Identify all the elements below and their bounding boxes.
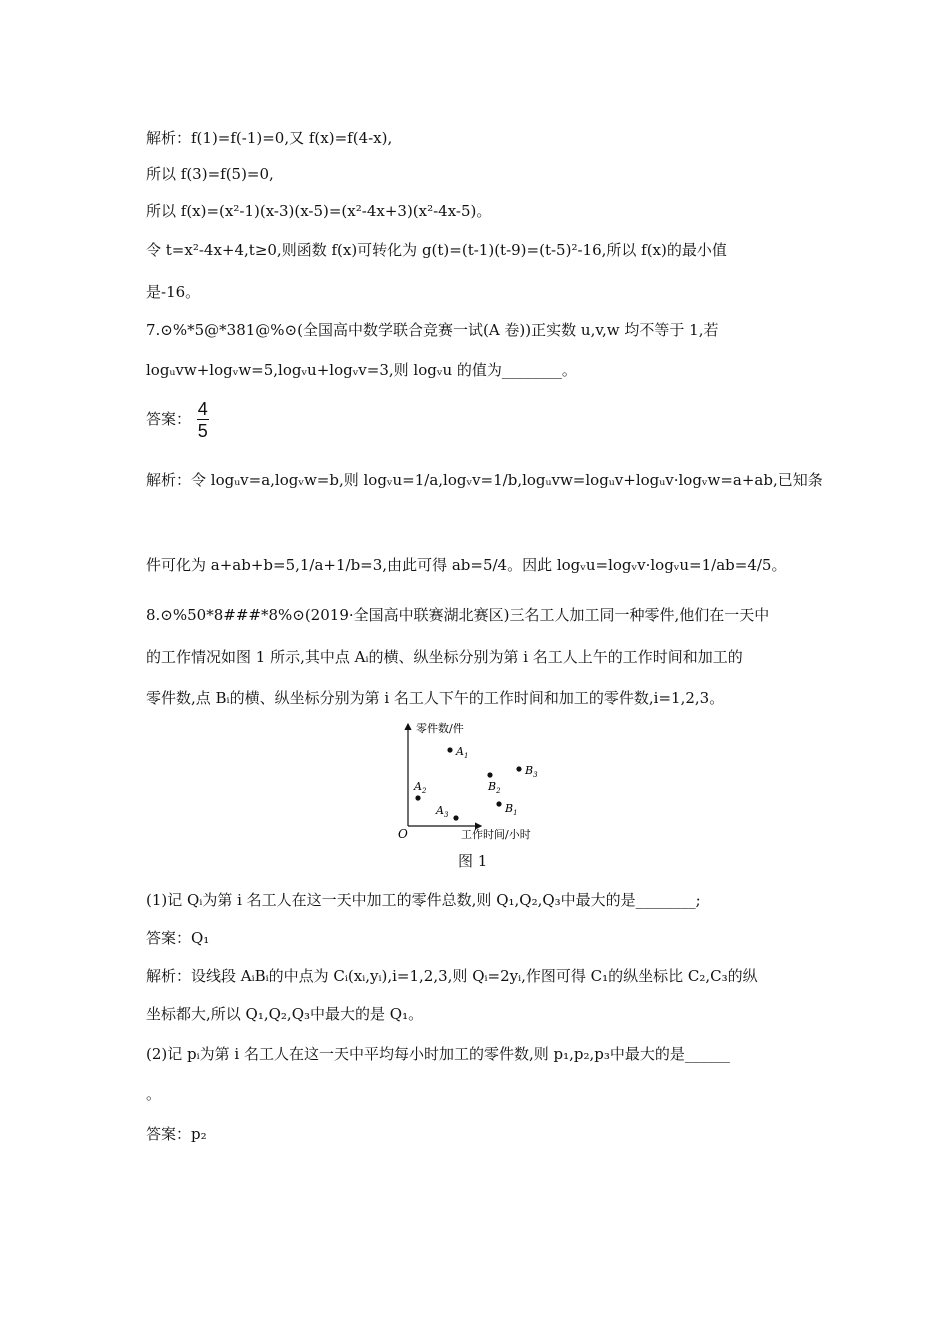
y-axis-label: 零件数/件 [416, 722, 464, 735]
problem-8-part-2-answer: 答案：p₂ [146, 1125, 207, 1143]
problem-8-statement-2: 的工作情况如图 1 所示,其中点 Aᵢ的横、纵坐标分别为第 i 名工人上午的工作时间和加工的 [146, 648, 743, 666]
figure-caption: 图 1 [458, 852, 488, 870]
problem-7-statement: 7.⊙%*5@*381@%⊙(全国高中数学联合竞赛一试(A 卷))正实数 u,v,w 均不等于 1,若 [146, 321, 719, 339]
problem-8-part-1-answer: 答案：Q₁ [146, 929, 210, 947]
solution-line-5: 是-16。 [146, 283, 201, 301]
svg-text:B2: $B_2$ [488, 780, 501, 795]
origin-label: O [398, 827, 408, 841]
solution-line-4: 令 t=x²-4x+4,t≥0,则函数 f(x)可转化为 g(t)=(t-1)(t-9)=(t-5)²-16,所以 f(x)的最小值 [146, 241, 727, 259]
svg-text:A3: $A_3$ [436, 804, 449, 819]
problem-8-part-1-solution-1: 解析：设线段 AᵢBᵢ的中点为 Cᵢ(xᵢ,yᵢ),i=1,2,3,则 Qᵢ=2yᵢ,作图可得 C₁的纵坐标比 C₂,C₃的纵 [146, 967, 758, 985]
problem-8-part-1: (1)记 Qᵢ为第 i 名工人在这一天中加工的零件总数,则 Q₁,Q₂,Q₃中最大的是________; [146, 891, 701, 909]
point-B1 [496, 801, 517, 817]
scatter-figure [386, 718, 556, 842]
svg-text:B3: $B_3$ [525, 764, 538, 779]
answer-label: 答案： [146, 410, 192, 428]
svg-text:A2: $A_2$ [414, 780, 427, 795]
point-A1 [447, 745, 468, 760]
problem-7-question: logᵤvw+logᵥw=5,logᵥu+logᵥv=3,则 logᵥu 的值为________。 [146, 361, 577, 379]
problem-8-statement-3: 零件数,点 Bᵢ的横、纵坐标分别为第 i 名工人下午的工作时间和加工的零件数,i=1,2,3。 [146, 689, 725, 707]
problem-7-solution-2: 件可化为 a+ab+b=5,1/a+1/b=3,由此可得 ab=5/4。因此 logᵥu=logᵥv·logᵥu=1/ab=4/5。 [146, 556, 787, 574]
problem-8-statement-1: 8.⊙%50*8###*8%⊙(2019·全国高中联赛湖北赛区)三名工人加工同一种零件,他们在一天中 [146, 606, 770, 624]
solution-line-3: 所以 f(x)=(x²-1)(x-3)(x-5)=(x²-4x+3)(x²-4x-5)。 [146, 202, 492, 220]
svg-text:B1: $B_1$ [505, 802, 518, 817]
answer-fraction [197, 399, 209, 442]
solution-line-1: 解析：f(1)=f(-1)=0,又 f(x)=f(4-x), [146, 129, 393, 147]
point-B3 [516, 764, 538, 779]
fraction-numerator: 4 [197, 398, 208, 419]
point-B2 [487, 772, 501, 795]
point-A3 [435, 804, 459, 821]
fraction-denominator: 5 [197, 420, 208, 441]
x-axis-label: 工作时间/小时 [461, 828, 531, 841]
figure-1 [386, 718, 556, 842]
svg-text:A1: $A_1$ [456, 745, 469, 760]
problem-8-part-2-end: 。 [146, 1085, 162, 1103]
problem-7-answer [146, 398, 210, 442]
solution-line-2: 所以 f(3)=f(5)=0, [146, 165, 274, 183]
problem-8-part-2: (2)记 pᵢ为第 i 名工人在这一天中平均每小时加工的零件数,则 p₁,p₂,p₃中最大的是______ [146, 1045, 730, 1063]
problem-8-part-1-solution-2: 坐标都大,所以 Q₁,Q₂,Q₃中最大的是 Q₁。 [146, 1005, 424, 1023]
problem-7-solution-1: 解析：令 logᵤv=a,logᵥw=b,则 logᵥu=1/a,logᵥv=1/b,logᵤvw=logᵤv+logᵤv·logᵥw=a+ab,已知条 [146, 471, 823, 489]
point-A2 [413, 780, 427, 801]
